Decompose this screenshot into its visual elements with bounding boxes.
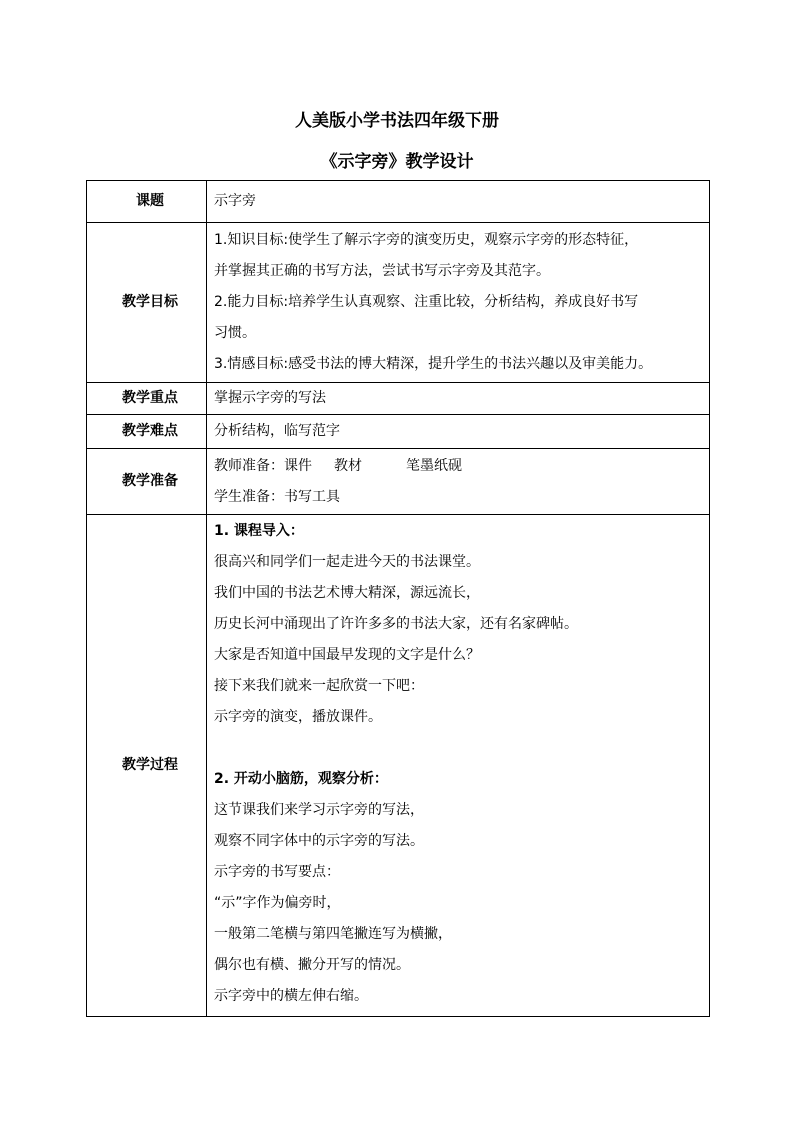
topic-value: 示字旁: [207, 181, 710, 223]
process-label: 教学过程: [87, 515, 207, 1017]
section-heading: 2. 开动小脑筋，观察分析：: [214, 771, 388, 787]
teacher-item: 教材: [334, 457, 362, 474]
row-topic: [87, 181, 710, 223]
objective-line: 3.情感目标:感受书法的博大精深，提升学生的书法兴趣以及审美能力。: [214, 356, 653, 372]
preparation-content: [207, 449, 710, 515]
document-title: 人美版小学书法四年级下册: [295, 111, 499, 131]
student-preparation: 学生准备：书写工具: [214, 488, 340, 505]
process-line: 示字旁的书写要点：: [214, 864, 340, 880]
process-line: 观察不同字体中的示字旁的写法。: [214, 833, 424, 849]
lesson-plan-table: [86, 180, 710, 1017]
objectives-content: [207, 223, 710, 383]
key-point-label: 教学重点: [87, 383, 207, 415]
row-difficulty: [87, 415, 710, 449]
process-line: 我们中国的书法艺术博大精深，源远流长，: [214, 585, 480, 601]
process-line: 这节课我们来学习示字旁的写法，: [214, 802, 424, 818]
objectives-label: 教学目标: [87, 223, 207, 383]
objective-line: 习惯。: [214, 325, 256, 341]
objective-line: 1.知识目标:使学生了解示字旁的演变历史，观察示字旁的形态特征，: [214, 232, 639, 248]
row-preparation: [87, 449, 710, 515]
process-line: 偶尔也有横、撇分开写的情况。: [214, 957, 410, 973]
difficulty-label: 教学难点: [87, 415, 207, 449]
row-objectives: [87, 223, 710, 383]
key-point-value: 掌握示字旁的写法: [207, 383, 710, 415]
process-line: 大家是否知道中国最早发现的文字是什么？: [214, 647, 480, 663]
difficulty-value: 分析结构，临写范字: [207, 415, 710, 449]
teacher-item: 课件: [284, 457, 312, 474]
process-line: 历史长河中涌现出了许许多多的书法大家，还有名家碑帖。: [214, 616, 578, 632]
process-line: 接下来我们就来一起欣赏一下吧：: [214, 678, 424, 694]
row-process: [87, 515, 710, 1017]
process-content: [207, 515, 710, 1017]
process-line: 很高兴和同学们一起走进今天的书法课堂。: [214, 554, 480, 570]
teacher-preparation: [214, 451, 709, 482]
topic-label: 课题: [87, 181, 207, 223]
process-line: 一般第二笔横与第四笔撇连写为横撇，: [214, 926, 452, 942]
teacher-item: 笔墨纸砚: [406, 457, 462, 474]
process-line: 示字旁的演变，播放课件。: [214, 709, 382, 725]
objective-line: 2.能力目标:培养学生认真观察、注重比较，分析结构，养成良好书写: [214, 294, 639, 310]
row-key-point: [87, 383, 710, 415]
preparation-label: 教学准备: [87, 449, 207, 515]
section-heading: 1. 课程导入：: [214, 523, 304, 539]
document-subtitle: 《示字旁》教学设计: [320, 152, 474, 172]
objective-line: 并掌握其正确的书写方法，尝试书写示字旁及其范字。: [214, 263, 550, 279]
process-line: 示字旁中的横左伸右缩。: [214, 988, 368, 1004]
teacher-preparation-prefix: 教师准备：: [214, 457, 284, 474]
process-line: “示”字作为偏旁时，: [214, 895, 341, 911]
